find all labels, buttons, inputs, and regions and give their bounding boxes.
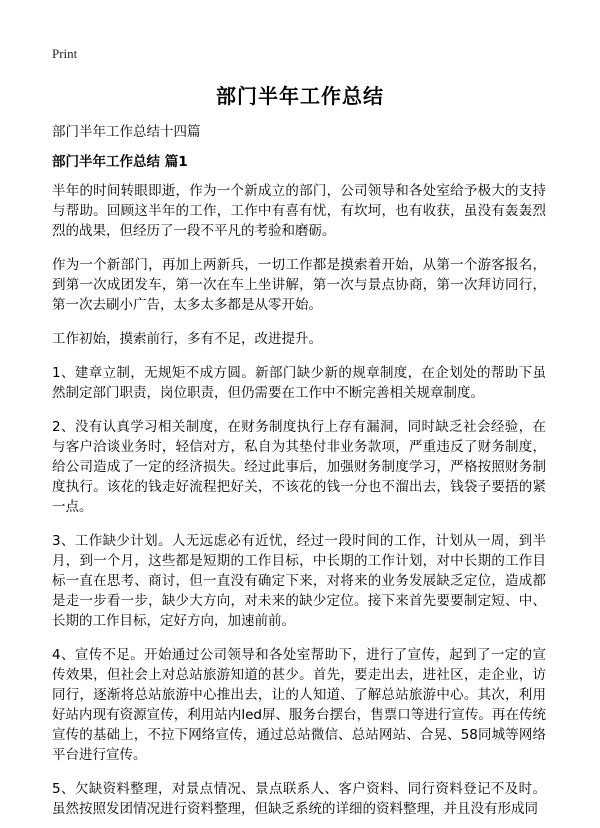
document-subtitle: 部门半年工作总结十四篇 — [52, 124, 201, 140]
paragraph-7: 4、宣传不足。开始通过公司领导和各处室帮助下，进行了宣传，起到了一定的宣传效果，但社会上对总站旅游知道的甚少。首先，要走出去，进社区，走企业，访同行，逐渐将总站旅游中心推出去，让的人知道、了解总站旅游中心。其次，利用好站内现有资源宣传，利用站内led屏、服务台摆台，售票口等进行宣传。再在传统宣传的基础上，不拉下网络宣传，通过总站微信、总站网站、合晃、58同城等网络平台进行宣传。 — [52, 647, 546, 763]
paragraph-5: 2、没有认真学习相关制度，在财务制度执行上存有漏洞，同时缺乏社会经验，在与客户洽谈业务时，轻信对方，私自为其垫付非业务款项，严重违反了财务制度，给公司造成了一定的经济损失。经过此事后，加强财务制度学习，严格按照财务制度执行。该花的钱走好流程把好关，不该花的钱一分也不溜出去，钱袋子要捂的紧一点。 — [52, 419, 546, 515]
print-link[interactable]: Print — [52, 46, 78, 61]
paragraph-4: 1、建章立制，无规矩不成方圆。新部门缺少新的规章制度，在企划处的帮助下虽然制定部门职责，岗位职责，但仍需要在工作中不断完善相关规章制度。 — [52, 365, 546, 401]
section-heading: 部门半年工作总结 篇1 — [52, 154, 188, 170]
document-body — [52, 181, 546, 828]
page-title: 部门半年工作总结 — [216, 84, 384, 108]
paragraph-6: 3、工作缺少计划。人无远虑必有近忧，经过一段时间的工作，计划从一周，到半月，到一个月，这些都是短期的工作目标，中长期的工作计划，对中长期的工作目标一直在思考、商讨，但一直没有确定下来，对将来的业务发展缺乏定位，造成都是走一步看一步，缺少大方向，对未来的缺少定位。接下来首先要要制定短、中、长期的工作目标，定好方向，加速前前。 — [52, 533, 546, 629]
paragraph-1: 半年的时间转眼即逝，作为一个新成立的部门，公司领导和各处室给予极大的支持与帮助。回顾这半年的工作，工作中有喜有忧，有坎坷，也有收获，虽没有轰轰烈烈的战果，但经历了一段不平凡的考验和磨砺。 — [52, 183, 546, 239]
paragraph-2: 作为一个新部门，再加上两新兵，一切工作都是摸索着开始，从第一个游客报名，到第一次成团发车，第一次在车上坐讲解，第一次与景点协商，第一次拜访同行，第一次去刷小广告，太多太多都是从零开始。 — [52, 257, 546, 313]
paragraph-3: 工作初始，摸索前行，多有不足，改进提升。 — [52, 331, 322, 347]
paragraph-8: 5、欠缺资料整理，对景点情况、景点联系人、客户资料、同行资料登记不及时。虽然按照发团情况进行资料整理，但缺乏系统的详细的资料整理，并且没有形成同 — [52, 781, 546, 817]
